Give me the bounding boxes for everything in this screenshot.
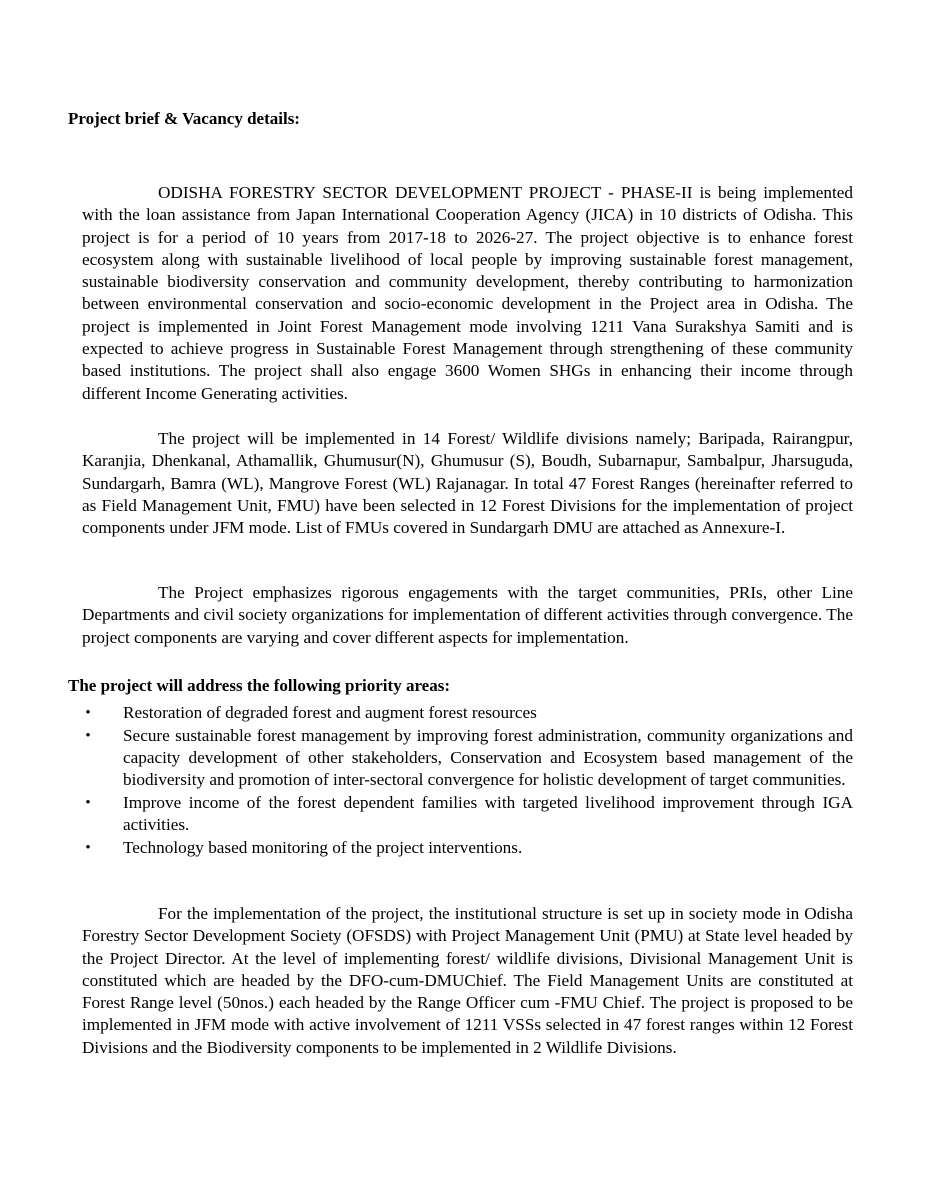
list-item bbox=[82, 837, 853, 859]
priority-areas-list bbox=[82, 702, 853, 860]
bullet-icon: • bbox=[85, 840, 91, 857]
bullet-icon: • bbox=[85, 705, 91, 721]
paragraph-divisions: The project will be implemented in 14 Forest/ Wildlife divisions namely; Baripada, Rairangpur, Karanjia, Dhenkanal, Athamallik, Ghumusur(N), Ghumusur (S), Boudh, Subarnapur, Sambalpur, Jharsuguda, Sundargarh, Bamra (WL), Mangrove Forest (WL) Rajanagar. In total 47 Forest Ranges (hereinafter referred to as Field Management Unit, FMU) have been selected in 12 Forest Divisions for the implementation of project components under JFM mode. List of FMUs covered in Sundargarh DMU are attached as Annexure-I. bbox=[82, 429, 853, 538]
section-heading: Project brief & Vacancy details: bbox=[68, 109, 300, 128]
priority-areas-heading: The project will address the following priority areas: bbox=[68, 676, 451, 695]
list-item bbox=[82, 702, 853, 724]
paragraph-institutional-structure: For the implementation of the project, the institutional structure is set up in society mode in Odisha Forestry Sector Development Society (OFSDS) with Project Management Unit (PMU) at State level headed by the Project Director. At the level of implementing forest/ wildlife divisions, Divisional Management Unit is constituted which are headed by the DFO-cum-DMUChief. The Field Management Units are constituted at Forest Range level (50nos.) each headed by the Range Officer cum -FMU Chief. The project is proposed to be implemented in JFM mode with active involvement of 1211 VSSs selected in 47 forest ranges within 12 Forest Divisions and the Biodiversity components to be implemented in 2 Wildlife Divisions. bbox=[82, 904, 853, 1057]
list-item-text: Technology based monitoring of the project interventions. bbox=[123, 838, 523, 858]
paragraph-engagement: The Project emphasizes rigorous engagements with the target communities, PRIs, other Line Departments and civil society organizations for implementation of different activities through convergence. The project components are varying and cover different aspects for implementation. bbox=[82, 583, 853, 647]
bullet-icon: • bbox=[85, 795, 91, 812]
list-item-text: Restoration of degraded forest and augment forest resources bbox=[123, 703, 537, 722]
list-item bbox=[82, 792, 853, 837]
list-item-text: Improve income of the forest dependent families with targeted livelihood improvement through IGA activities. bbox=[123, 793, 853, 835]
list-item-text: Secure sustainable forest management by improving forest administration, community organizations and capacity development of other stakeholders, Conservation and Ecosystem based management of the biodiversity and promotion of inter-sectoral convergence for holistic development of target communities. bbox=[123, 725, 853, 790]
bullet-icon: • bbox=[85, 727, 91, 744]
paragraph-project-overview: ODISHA FORESTRY SECTOR DEVELOPMENT PROJECT - PHASE-II is being implemented with the loan assistance from Japan International Cooperation Agency (JICA) in 10 districts of Odisha. This project is for a period of 10 years from 2017-18 to 2026-27. The project objective is to enhance forest ecosystem along with sustainable livelihood of local people by improving sustainable forest management, sustainable biodiversity conservation and community development, thereby contributing to harmonization between environmental conservation and socio-economic development in the Project area in Odisha. The project is implemented in Joint Forest Management mode involving 1211 Vana Surakshya Samiti and is expected to achieve progress in Sustainable Forest Management through strengthening of these community based institutions. The project shall also engage 3600 Women SHGs in enhancing their income through different Income Generating activities. bbox=[82, 183, 853, 403]
list-item bbox=[82, 725, 853, 792]
